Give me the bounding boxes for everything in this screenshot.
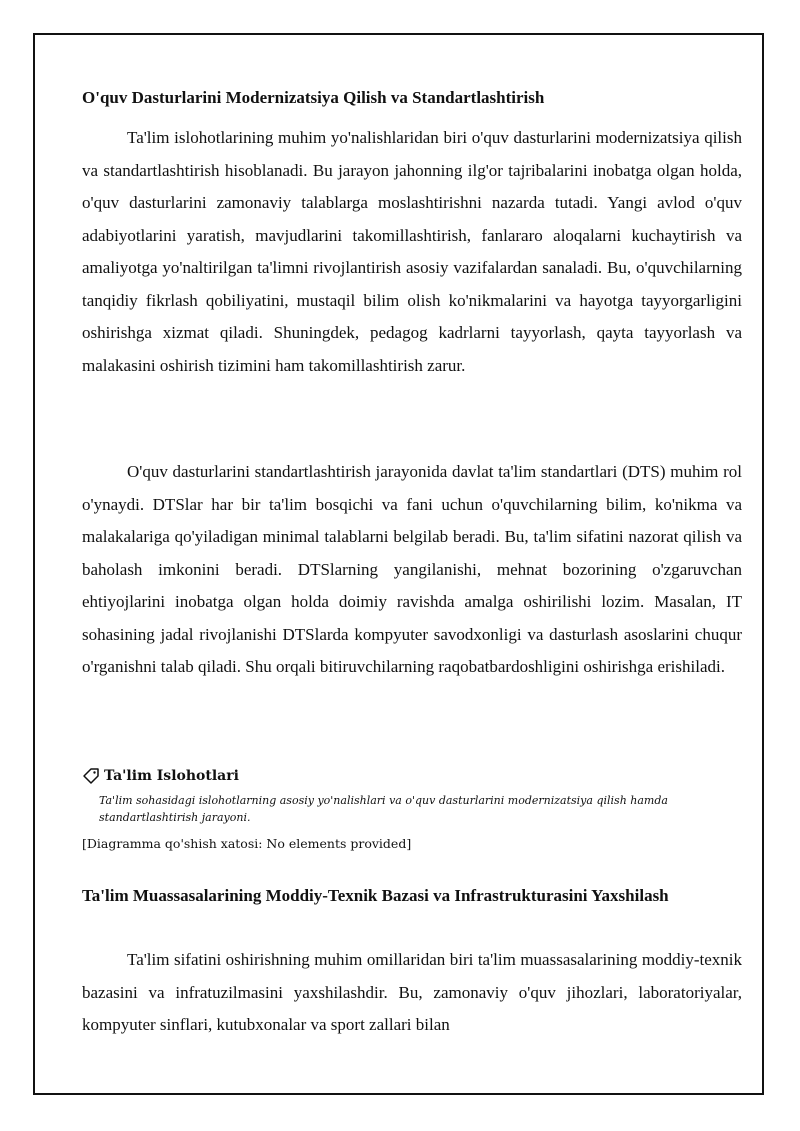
callout-title [82,766,742,786]
paragraph: Ta'lim islohotlarining muhim yo'nalishlaridan biri o'quv dasturlarini modernizatsiya qilish va standartlashtirish hisoblanadi. Bu jarayon jahonning ilg'or tajribalarini inobatga olgan holda, o'quv dasturlarini zamonaviy talablarga moslashtirishni nazarda tutadi. Yangi avlod o'quv adabiyotlarini yaratish, mavjudlarini takomillashtirish, fanlararo aloqalarni kuchaytirish va amaliyotga yo'naltirilgan ta'limni rivojlantirish asosiy vazifalardan sanaladi. Bu, o'quvchilarning tanqidiy fikrlash qobiliyatini, mustaqil bilim olish ko'nikmalarini va hayotga tayyorgarligini oshirishga xizmat qiladi. Shuningdek, pedagog kadrlarni tayyorlash, qayta tayyorlash va malakasini oshirish tizimini ham takomillashtirish zarur. [82,128,742,375]
diagram-error-message: [Diagramma qo'shish xatosi: No elements provided] [82,836,412,851]
section-heading-curriculum: O'quv Dasturlarini Modernizatsiya Qilish va Standartlashtirish [82,88,545,107]
section-heading-infrastructure: Ta'lim Muassasalarining Moddiy-Texnik Bazasi va Infrastrukturasini Yaxshilash [82,886,669,905]
diagram-callout [82,766,742,853]
paragraph: Ta'lim sifatini oshirishning muhim omillaridan biri ta'lim muassasalarining moddiy-texnik bazasini va infratuzilmasini yaxshilashdir. Bu, zamonaviy o'quv jihozlari, laboratoriyalar, kompyuter sinflari, kutubxonalar va sport zallari bilan [82,950,742,1034]
callout-description: Ta'lim sohasidagi islohotlarning asosiy yo'nalishlari va o'quv dasturlarini modernizatsiya qilish hamda standartlashtirish jarayoni. [99,794,668,824]
callout-title-text: Ta'lim Islohotlari [104,768,239,784]
tag-icon [82,767,100,785]
paragraph: O'quv dasturlarini standartlashtirish jarayonida davlat ta'lim standartlari (DTS) muhim rol o'ynaydi. DTSlar har bir ta'lim bosqichi va fani uchun o'quvchilarning bilim, ko'nikma va malakalariga qo'yiladigan minimal talablarni belgilab beradi. Bu, ta'lim sifatini nazorat qilish va baholash imkonini beradi. DTSlarning yangilanishi, mehnat bozorining o'zgaruvchan ehtiyojlarini inobatga olgan holda doimiy ravishda amalga oshirilishi lozim. Masalan, IT sohasining jadal rivojlanishi DTSlarda kompyuter savodxonligi va dasturlash asoslarini chuqur o'rganishni talab qiladi. Shu orqali bitiruvchilarning raqobatbardoshligini oshirishga erishiladi. [82,462,742,676]
